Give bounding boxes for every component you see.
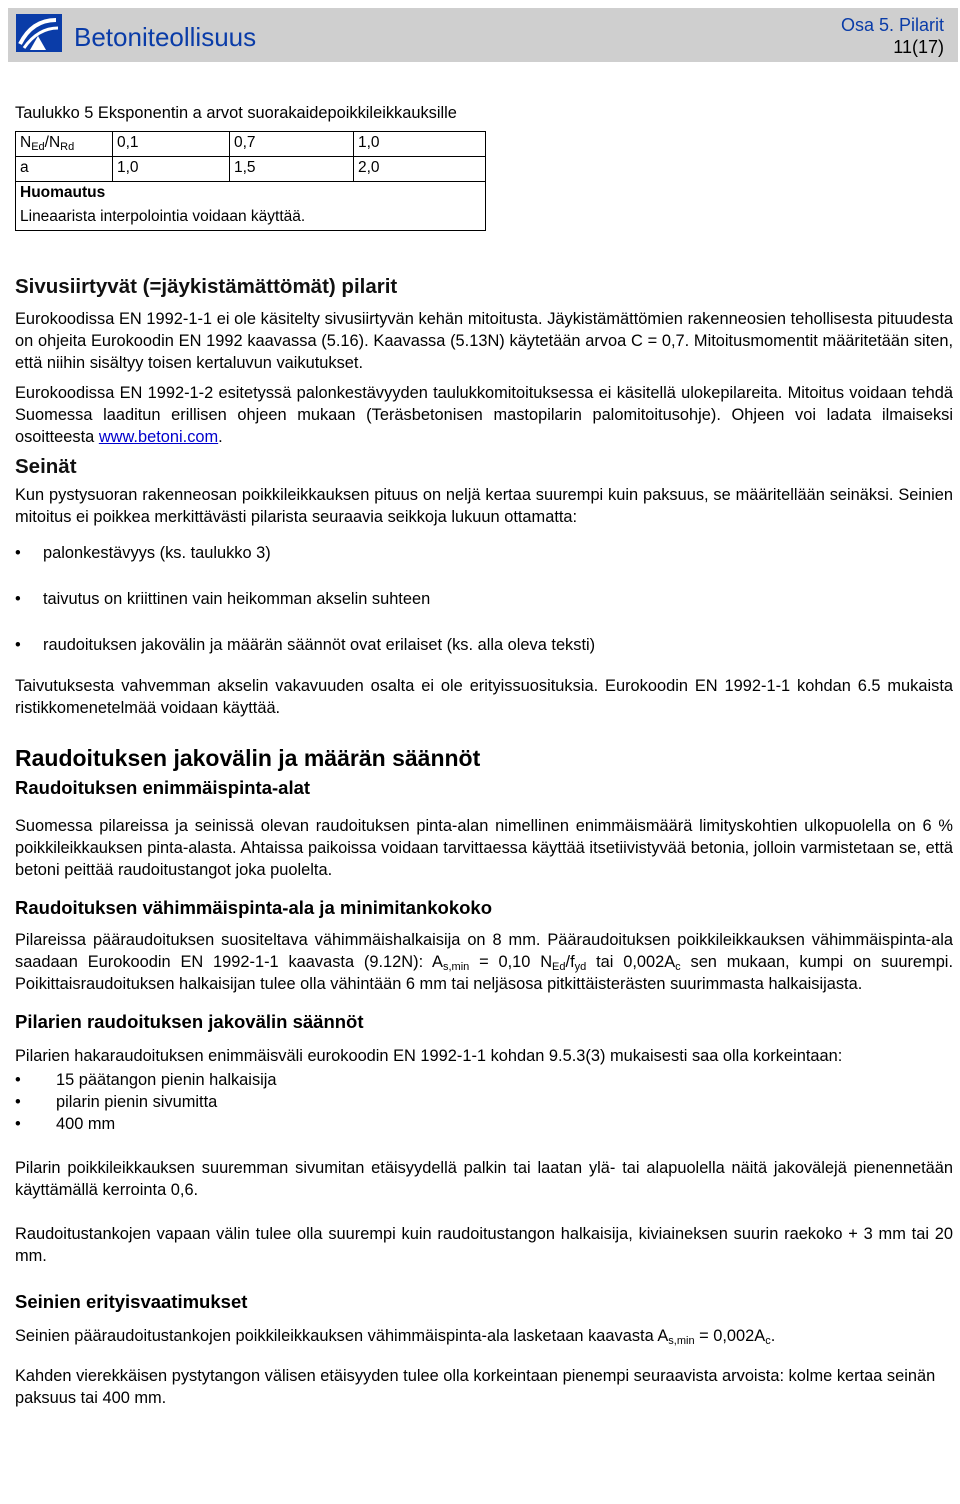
table-note-title: Huomautus	[16, 182, 486, 207]
table-cell: 0,1	[113, 132, 230, 157]
bullet-list	[15, 1069, 953, 1135]
paragraph: Pilareissa pääraudoituksen suositeltava vähimmäishalkaisija on 8 mm. Pääraudoituksen poikkileikkauksen vähimmäispinta-ala saadaan Eurokoodin EN 1992-1-1 kaavasta (9.12N): $A_{s,min} = 0,10$ $N_{Ed}/f_{yd}$ tai $0,002A_c$ sen mukaan, kumpi on suurempi. Poikittaisraudoituksen halkaisijan tulee olla vähintään 6 mm tai neljäsosa pitkittäisterästen suurimmasta halkaisijasta.	[15, 931, 953, 993]
table-caption: Taulukko 5 Eksponentin a arvot suorakaidepoikkileikkauksille	[15, 104, 457, 122]
table-cell: 1,0	[113, 157, 230, 182]
table-cell: 0,7	[230, 132, 354, 157]
document-body	[15, 101, 953, 1409]
table-note-text: Lineaarista interpolointia voidaan käyttää.	[16, 206, 486, 231]
table-cell: 1,5	[230, 157, 354, 182]
table-row	[16, 157, 486, 182]
subsection-heading: Pilarien raudoituksen jakovälin säännöt	[15, 1011, 364, 1032]
paragraph: Eurokoodissa EN 1992-1-2 esitetyssä palonkestävyyden taulukkomitoituksessa ei käsitellä ulokepilareita. Mitoitus voidaan tehdä Suomessa laaditun erillisen ohjeen mukaan (Teräsbetonisen mastopilarin palomitoitusohje). Ohjeen voi ladata ilmaiseksi osoitteesta www.betoni.com.	[15, 384, 953, 446]
paragraph: Kahden vierekkäisen pystytangon välisen etäisyyden tulee olla korkeintaan pienempi seuraavista arvoista: kolme kertaa seinän paksuus tai 400 mm.	[15, 1367, 936, 1407]
list-item: • raudoituksen jakovälin ja määrän säännöt ovat erilaiset (ks. alla oleva teksti)	[15, 634, 953, 656]
table-cell: a	[16, 157, 113, 182]
section-heading: Seinät	[15, 455, 77, 478]
list-item: • palonkestävyys (ks. taulukko 3)	[15, 542, 953, 564]
list-item: • pilarin pienin sivumitta	[15, 1091, 953, 1113]
table-row	[16, 182, 486, 207]
paragraph: Seinien pääraudoitustankojen poikkileikkauksen vähimmäispinta-ala lasketaan kaavasta $A_{s,min} = 0,002A_c$.	[15, 1327, 776, 1347]
section-heading: Sivusiirtyvät (=jäykistämättömät) pilarit	[15, 275, 398, 298]
table-cell: $N_{Ed}/N_{Rd}$	[16, 132, 113, 157]
table-row	[16, 132, 486, 157]
betoni-link[interactable]: www.betoni.com	[98, 428, 219, 446]
paragraph: Raudoitustankojen vapaan välin tulee olla suurempi kuin raudoitustangon halkaisija, kiviaineksen suurin raekoko + 3 mm tai 20 mm.	[15, 1225, 953, 1265]
paragraph: Pilarin poikkileikkauksen suuremman sivumitan etäisyydellä palkin tai laatan ylä- tai alapuolella näitä jakovälejä pienennetään käyttämällä kerrointa 0,6.	[15, 1159, 953, 1199]
list-item: • 400 mm	[15, 1113, 953, 1135]
page-number: 11(17)	[893, 37, 944, 57]
paragraph: Taivutuksesta vahvemman akselin vakavuuden osalta ei ole erityissuosituksia. Eurokoodin EN 1992-1-1 kohdan 6.5 mukaista ristikkomenetelmää voidaan käyttää.	[15, 677, 953, 717]
page-info	[841, 14, 944, 58]
table-row	[16, 206, 486, 231]
subsection-heading: Raudoituksen vähimmäispinta-ala ja minimitankokoko	[15, 897, 493, 918]
brand-name: Betoniteollisuus	[74, 22, 257, 52]
subsection-heading: Seinien erityisvaatimukset	[15, 1291, 248, 1312]
table-cell: 1,0	[354, 132, 486, 157]
betoniteollisuus-logo-icon	[16, 14, 62, 52]
list-item: • taivutus on kriittinen vain heikomman akselin suhteen	[15, 588, 953, 610]
section-heading: Raudoituksen jakovälin ja määrän säännöt	[15, 745, 481, 771]
list-item: • 15 päätangon pienin halkaisija	[15, 1069, 953, 1091]
paragraph: Eurokoodissa EN 1992-1-1 ei ole käsitelty sivusiirtyvän kehän mitoitusta. Jäykistämättömien rakenneosien tehollisesta pituudesta on ohjeita Eurokoodin EN 1992 kaavassa (5.16). Kaavassa (5.13N) käytetään arvoa C = 0,7. Mitoitusmomentit määritetään siten, että niihin sisältyy toisen kertaluvun vaikutukset.	[15, 310, 953, 372]
paragraph: Pilarien hakaraudoituksen enimmäisväli eurokoodin EN 1992-1-1 kohdan 9.5.3(3) mukaisesti saa olla korkeintaan:	[15, 1047, 843, 1065]
bullet-list	[15, 542, 953, 656]
paragraph: Suomessa pilareissa ja seinissä olevan raudoituksen pinta-alan nimellinen enimmäismäärä limityskohtien ulkopuolella on 6 % poikkileikkauksen pinta-alasta. Ahtaissa paikoissa voidaan tarvittaessa käyttää itsetiivistyvää betonia, jolloin varmistetaan se, että betoni peittää raudoitustangot joka puolelta.	[15, 817, 953, 879]
table-cell: 2,0	[354, 157, 486, 182]
page-header	[8, 8, 958, 62]
subsection-heading: Raudoituksen enimmäispinta-alat	[15, 777, 311, 798]
section-title: Osa 5. Pilarit	[840, 15, 944, 35]
exponent-table	[15, 131, 486, 231]
paragraph: Kun pystysuoran rakenneosan poikkileikkauksen pituus on neljä kertaa suurempi kuin paksuus, se määritellään seinäksi. Seinien mitoitus ei poikkea merkittävästi pilarista seuraavia seikkoja lukuun ottamatta:	[15, 486, 953, 526]
